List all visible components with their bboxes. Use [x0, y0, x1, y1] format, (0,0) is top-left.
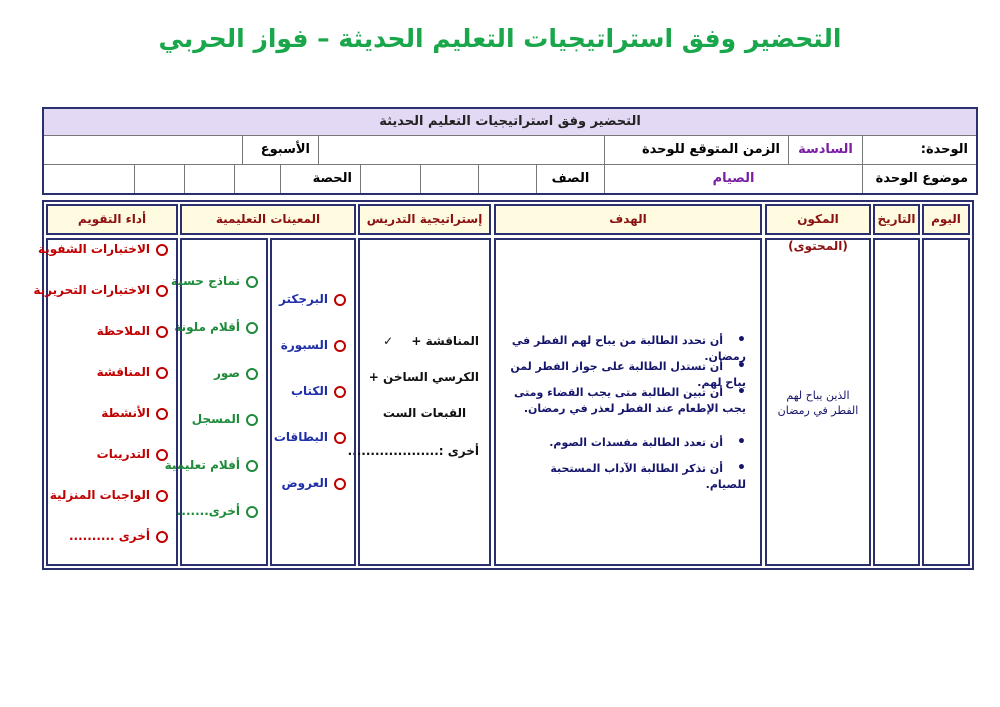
aid-item: البطاقات: [274, 430, 346, 444]
evaluation-item: المناقشة: [97, 365, 168, 379]
circle-icon: [334, 478, 346, 490]
day-header: اليوم: [922, 204, 970, 235]
strategy-item: القبعات الست: [382, 406, 467, 420]
aid-item: أقلام ملونة: [174, 320, 258, 334]
aid-item: صور: [214, 366, 258, 380]
circle-icon: [246, 368, 258, 380]
evaluation-item: الاختبارات التحريرية: [33, 283, 168, 297]
period-cell-2: [184, 165, 234, 193]
evaluation-item: الاختبارات الشفوية: [38, 242, 168, 256]
circle-icon: [156, 490, 168, 502]
content-text: الذين يباح لهم الفطر في رمضان: [777, 389, 859, 417]
circle-icon: [246, 276, 258, 288]
strategy-header: إستراتيجية التدريس: [358, 204, 491, 235]
goal-item: • أن تعدد الطالبة مفسدات الصوم.: [510, 434, 746, 451]
class-cell-1: [478, 165, 536, 193]
unit-label: الوحدة:: [862, 136, 976, 164]
evaluation-column: [33, 204, 178, 566]
strategy-cell: [347, 238, 491, 566]
period-cell-3: [134, 165, 184, 193]
evaluation-item: التدريبات: [97, 447, 168, 461]
goal-header: الهدف: [494, 204, 762, 235]
evaluation-item: الواجبات المنزلية: [50, 488, 168, 502]
check-icon: ✓: [383, 334, 394, 348]
circle-icon: [156, 326, 168, 338]
goal-item: • أن تستدل الطالبة على جواز الفطر لمن يباح لهم.: [510, 358, 746, 391]
strategy-other: أخرى :....................: [347, 444, 479, 458]
circle-icon: [156, 244, 168, 256]
lesson-plan-table: [33, 200, 974, 570]
goal-cell: [494, 238, 762, 566]
circle-icon: [246, 322, 258, 334]
circle-icon: [156, 449, 168, 461]
expected-time-label: الزمن المتوقع للوحدة: [604, 136, 788, 164]
aid-item: البرجكتر: [279, 292, 346, 306]
date-header: التاريخ: [873, 204, 920, 235]
aid-item: المسجل: [192, 412, 258, 426]
aids-cell: [164, 238, 356, 566]
aid-item: الكتاب: [291, 384, 346, 398]
aid-item: العروض: [282, 476, 346, 490]
circle-icon: [156, 408, 168, 420]
circle-icon: [246, 460, 258, 472]
strategy-item: [370, 334, 479, 348]
aid-item: السبورة: [281, 338, 346, 352]
class-cell-2: [420, 165, 478, 193]
goal-item: • أن تبين الطالبة متى يجب القضاء ومتى يجب الإطعام عند الفطر لعذر في رمضان.: [510, 384, 746, 417]
aid-item: أفلام تعليمية: [165, 458, 258, 472]
class-cell-3: [360, 165, 420, 193]
circle-icon: [334, 432, 346, 444]
aid-item: أخرى.......: [177, 504, 258, 518]
goal-column: [494, 204, 762, 566]
unit-info-table: [42, 107, 978, 195]
expected-time-value: [318, 136, 604, 164]
aids-column: [164, 204, 356, 566]
circle-icon: [156, 285, 168, 297]
aids-green-list: [164, 238, 268, 566]
week-value: [44, 136, 242, 164]
circle-icon: [334, 340, 346, 352]
evaluation-cell: [33, 238, 178, 566]
circle-icon: [246, 414, 258, 426]
strategy-discussion: المناقشة +: [411, 334, 479, 348]
evaluation-item: أخرى ..........: [69, 529, 168, 543]
aids-header: المعينات التعليمية: [180, 204, 356, 235]
circle-icon: [246, 506, 258, 518]
evaluation-item: الملاحظة: [97, 324, 168, 338]
strategy-item: الكرسي الساخن +: [368, 370, 479, 384]
goal-item: • أن تحدد الطالبة من يباح لهم الفطر في رمضان.: [510, 332, 746, 365]
period-cell-4: [48, 165, 134, 193]
circle-icon: [156, 531, 168, 543]
topic-value: الصيام: [604, 165, 862, 193]
evaluation-header: أداء التقويم: [46, 204, 178, 235]
circle-icon: [334, 386, 346, 398]
period-cell-1: [234, 165, 280, 193]
content-header: المكون (المحتوى): [765, 204, 871, 235]
date-cell: [873, 238, 920, 566]
info-table-title: التحضير وفق استراتيجيات التعليم الحديثة: [44, 109, 976, 136]
strategy-column: [347, 204, 491, 566]
info-row-1: [44, 136, 976, 165]
info-row-2: [44, 165, 976, 193]
class-label: الصف: [536, 165, 604, 193]
day-cell: [922, 238, 970, 566]
aid-item: نماذج حسية: [171, 274, 258, 288]
circle-icon: [334, 294, 346, 306]
topic-label: موضوع الوحدة: [862, 165, 976, 193]
page-title: التحضير وفق استراتيجيات التعليم الحديثة – فواز الحربي: [158, 24, 842, 53]
unit-value: السادسة: [788, 136, 862, 164]
evaluation-item: الأنشطة: [101, 406, 168, 420]
circle-icon: [156, 367, 168, 379]
goal-item: • أن تذكر الطالبة الآداب المستحبة للصيام.: [510, 460, 746, 493]
date-column: [873, 204, 920, 566]
content-column: [765, 204, 871, 566]
period-label: الحصة: [280, 165, 360, 193]
aids-blue-list: [270, 238, 356, 566]
day-column: [922, 204, 970, 566]
week-label: الأسبوع: [242, 136, 318, 164]
content-cell: [765, 238, 871, 566]
